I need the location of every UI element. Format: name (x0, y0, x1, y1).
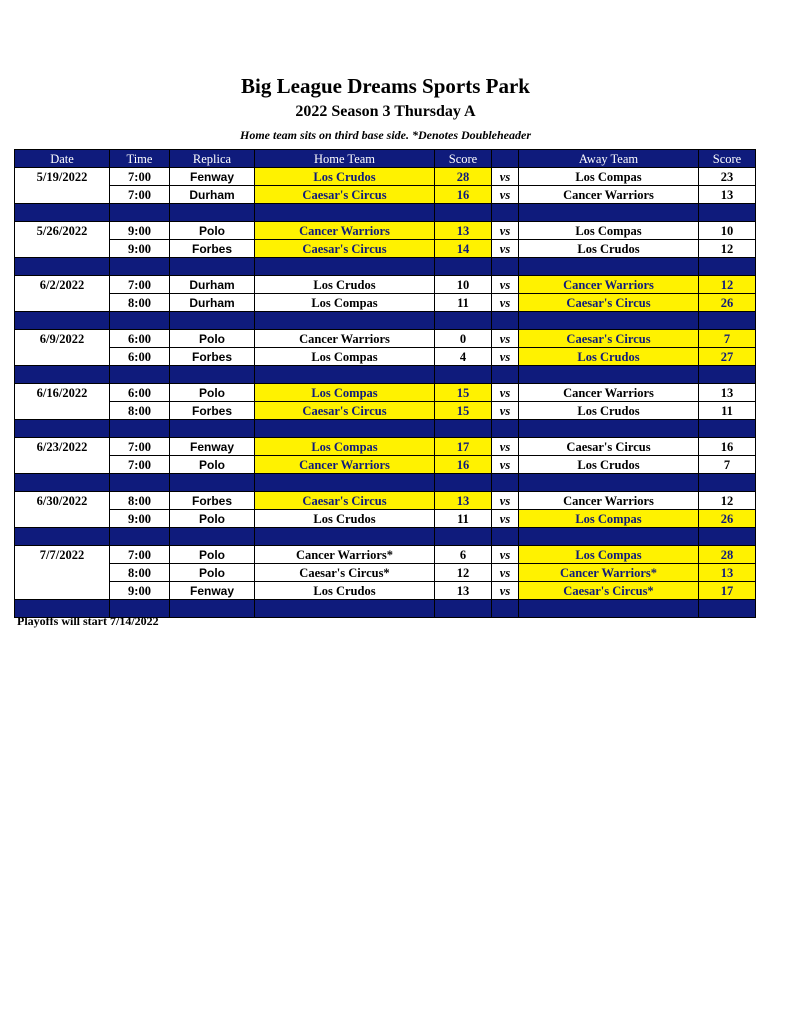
away-score-cell: 26 (699, 294, 756, 312)
home-score-cell: 11 (435, 510, 492, 528)
vs-cell: vs (492, 240, 519, 258)
date-cell (15, 294, 110, 312)
time-cell: 9:00 (110, 582, 170, 600)
date-cell: 6/9/2022 (15, 330, 110, 348)
separator-cell (492, 204, 519, 222)
date-cell (15, 564, 110, 582)
separator-cell (519, 258, 699, 276)
separator-cell (170, 528, 255, 546)
replica-cell: Durham (170, 276, 255, 294)
separator-cell (435, 474, 492, 492)
separator-cell (255, 366, 435, 384)
away-score-cell: 13 (699, 384, 756, 402)
time-cell: 8:00 (110, 492, 170, 510)
separator-cell (110, 366, 170, 384)
header-replica: Replica (170, 150, 255, 168)
header-vs (492, 150, 519, 168)
vs-cell: vs (492, 222, 519, 240)
separator-cell (699, 474, 756, 492)
home-score-cell: 4 (435, 348, 492, 366)
separator-cell (435, 258, 492, 276)
home-score-cell: 16 (435, 456, 492, 474)
away-score-cell: 13 (699, 564, 756, 582)
schedule-note: Home team sits on third base side. *Denotes Doubleheader (240, 128, 531, 142)
time-cell: 6:00 (110, 330, 170, 348)
table-row (15, 384, 756, 402)
separator-cell (170, 258, 255, 276)
vs-cell: vs (492, 402, 519, 420)
away-score-cell: 23 (699, 168, 756, 186)
replica-cell: Forbes (170, 348, 255, 366)
away-score-cell: 7 (699, 456, 756, 474)
separator-cell (699, 366, 756, 384)
date-cell (15, 456, 110, 474)
time-cell: 7:00 (110, 186, 170, 204)
vs-cell: vs (492, 168, 519, 186)
separator-cell (15, 258, 110, 276)
week-separator-row (15, 528, 756, 546)
away-team-cell: Los Crudos (519, 456, 699, 474)
table-row (15, 564, 756, 582)
header-away-score: Score (699, 150, 756, 168)
replica-cell: Forbes (170, 492, 255, 510)
separator-cell (699, 420, 756, 438)
home-team-cell: Caesar's Circus (255, 186, 435, 204)
date-cell: 7/7/2022 (15, 546, 110, 564)
replica-cell: Polo (170, 330, 255, 348)
home-team-cell: Caesar's Circus (255, 402, 435, 420)
vs-cell: vs (492, 582, 519, 600)
date-cell (15, 186, 110, 204)
replica-cell: Polo (170, 384, 255, 402)
home-score-cell: 28 (435, 168, 492, 186)
away-score-cell: 28 (699, 546, 756, 564)
away-team-cell: Cancer Warriors (519, 384, 699, 402)
separator-cell (15, 528, 110, 546)
table-row (15, 240, 756, 258)
away-score-cell: 12 (699, 276, 756, 294)
time-cell: 9:00 (110, 510, 170, 528)
week-separator-row (15, 258, 756, 276)
time-cell: 6:00 (110, 348, 170, 366)
separator-cell (492, 528, 519, 546)
date-cell (15, 510, 110, 528)
away-team-cell: Los Crudos (519, 240, 699, 258)
away-team-cell: Los Crudos (519, 402, 699, 420)
home-team-cell: Cancer Warriors (255, 222, 435, 240)
replica-cell: Polo (170, 564, 255, 582)
separator-cell (519, 474, 699, 492)
separator-cell (435, 528, 492, 546)
date-cell: 6/23/2022 (15, 438, 110, 456)
away-score-cell: 10 (699, 222, 756, 240)
table-row (15, 168, 756, 186)
away-team-cell: Los Compas (519, 546, 699, 564)
time-cell: 8:00 (110, 564, 170, 582)
table-row (15, 492, 756, 510)
time-cell: 7:00 (110, 456, 170, 474)
separator-cell (110, 312, 170, 330)
replica-cell: Polo (170, 510, 255, 528)
time-cell: 9:00 (110, 222, 170, 240)
home-team-cell: Los Compas (255, 438, 435, 456)
away-score-cell: 26 (699, 510, 756, 528)
playoffs-note: Playoffs will start 7/14/2022 (17, 614, 159, 628)
separator-cell (15, 420, 110, 438)
vs-cell: vs (492, 564, 519, 582)
table-row (15, 510, 756, 528)
vs-cell: vs (492, 348, 519, 366)
away-team-cell: Los Compas (519, 222, 699, 240)
table-header-row (15, 150, 756, 168)
separator-cell (699, 204, 756, 222)
time-cell: 7:00 (110, 276, 170, 294)
away-score-cell: 17 (699, 582, 756, 600)
separator-cell (699, 600, 756, 618)
away-score-cell: 16 (699, 438, 756, 456)
home-score-cell: 6 (435, 546, 492, 564)
separator-cell (170, 600, 255, 618)
replica-cell: Durham (170, 294, 255, 312)
separator-cell (699, 258, 756, 276)
table-row (15, 222, 756, 240)
separator-cell (699, 312, 756, 330)
table-row (15, 294, 756, 312)
time-cell: 7:00 (110, 438, 170, 456)
page-subtitle: 2022 Season 3 Thursday A (295, 103, 476, 120)
home-team-cell: Caesar's Circus* (255, 564, 435, 582)
vs-cell: vs (492, 546, 519, 564)
vs-cell: vs (492, 492, 519, 510)
separator-cell (435, 312, 492, 330)
page-title: Big League Dreams Sports Park (241, 74, 530, 98)
separator-cell (110, 474, 170, 492)
table-row (15, 276, 756, 294)
separator-cell (492, 258, 519, 276)
away-team-cell: Cancer Warriors (519, 276, 699, 294)
separator-cell (519, 366, 699, 384)
vs-cell: vs (492, 294, 519, 312)
home-team-cell: Los Crudos (255, 276, 435, 294)
away-score-cell: 12 (699, 240, 756, 258)
week-separator-row (15, 204, 756, 222)
home-score-cell: 15 (435, 384, 492, 402)
vs-cell: vs (492, 510, 519, 528)
home-team-cell: Los Compas (255, 348, 435, 366)
separator-cell (110, 420, 170, 438)
away-team-cell: Caesar's Circus (519, 438, 699, 456)
separator-cell (435, 420, 492, 438)
away-score-cell: 13 (699, 186, 756, 204)
header-away-team: Away Team (519, 150, 699, 168)
home-team-cell: Caesar's Circus (255, 492, 435, 510)
away-team-cell: Cancer Warriors* (519, 564, 699, 582)
home-score-cell: 15 (435, 402, 492, 420)
separator-cell (170, 204, 255, 222)
separator-cell (435, 366, 492, 384)
table-row (15, 330, 756, 348)
table-row (15, 348, 756, 366)
separator-cell (492, 312, 519, 330)
separator-cell (255, 204, 435, 222)
away-team-cell: Caesar's Circus (519, 330, 699, 348)
date-cell (15, 348, 110, 366)
home-team-cell: Los Compas (255, 294, 435, 312)
header-time: Time (110, 150, 170, 168)
time-cell: 7:00 (110, 168, 170, 186)
away-team-cell: Los Crudos (519, 348, 699, 366)
separator-cell (255, 420, 435, 438)
replica-cell: Polo (170, 456, 255, 474)
vs-cell: vs (492, 186, 519, 204)
replica-cell: Fenway (170, 438, 255, 456)
separator-cell (519, 420, 699, 438)
separator-cell (519, 528, 699, 546)
separator-cell (170, 420, 255, 438)
separator-cell (492, 474, 519, 492)
date-cell: 6/30/2022 (15, 492, 110, 510)
separator-cell (255, 258, 435, 276)
separator-cell (110, 528, 170, 546)
separator-cell (255, 600, 435, 618)
week-separator-row (15, 366, 756, 384)
vs-cell: vs (492, 384, 519, 402)
separator-cell (170, 366, 255, 384)
table-row (15, 456, 756, 474)
table-row (15, 546, 756, 564)
separator-cell (492, 420, 519, 438)
date-cell: 6/2/2022 (15, 276, 110, 294)
time-cell: 8:00 (110, 294, 170, 312)
date-cell (15, 402, 110, 420)
away-team-cell: Caesar's Circus* (519, 582, 699, 600)
header-home-team: Home Team (255, 150, 435, 168)
home-score-cell: 10 (435, 276, 492, 294)
home-score-cell: 0 (435, 330, 492, 348)
week-separator-row (15, 312, 756, 330)
separator-cell (255, 474, 435, 492)
home-score-cell: 16 (435, 186, 492, 204)
separator-cell (110, 204, 170, 222)
time-cell: 8:00 (110, 402, 170, 420)
separator-cell (519, 312, 699, 330)
separator-cell (170, 474, 255, 492)
header-home-score: Score (435, 150, 492, 168)
separator-cell (255, 528, 435, 546)
date-cell: 5/19/2022 (15, 168, 110, 186)
replica-cell: Fenway (170, 582, 255, 600)
separator-cell (15, 366, 110, 384)
home-team-cell: Cancer Warriors* (255, 546, 435, 564)
time-cell: 6:00 (110, 384, 170, 402)
date-cell (15, 582, 110, 600)
home-team-cell: Cancer Warriors (255, 330, 435, 348)
home-score-cell: 13 (435, 492, 492, 510)
home-score-cell: 14 (435, 240, 492, 258)
time-cell: 9:00 (110, 240, 170, 258)
week-separator-row (15, 420, 756, 438)
table-row (15, 402, 756, 420)
separator-cell (492, 366, 519, 384)
separator-cell (699, 528, 756, 546)
away-team-cell: Caesar's Circus (519, 294, 699, 312)
away-team-cell: Cancer Warriors (519, 492, 699, 510)
vs-cell: vs (492, 276, 519, 294)
away-score-cell: 27 (699, 348, 756, 366)
away-score-cell: 7 (699, 330, 756, 348)
separator-cell (435, 204, 492, 222)
home-team-cell: Los Crudos (255, 168, 435, 186)
table-row (15, 438, 756, 456)
date-cell (15, 240, 110, 258)
schedule-body (15, 168, 756, 618)
separator-cell (110, 258, 170, 276)
separator-cell (15, 312, 110, 330)
away-team-cell: Cancer Warriors (519, 186, 699, 204)
replica-cell: Forbes (170, 240, 255, 258)
date-cell: 5/26/2022 (15, 222, 110, 240)
week-separator-row (15, 474, 756, 492)
separator-cell (170, 312, 255, 330)
replica-cell: Fenway (170, 168, 255, 186)
vs-cell: vs (492, 456, 519, 474)
table-row (15, 582, 756, 600)
home-score-cell: 13 (435, 222, 492, 240)
separator-cell (15, 474, 110, 492)
date-cell: 6/16/2022 (15, 384, 110, 402)
table-row (15, 186, 756, 204)
replica-cell: Durham (170, 186, 255, 204)
home-team-cell: Los Compas (255, 384, 435, 402)
schedule-table (14, 149, 756, 618)
vs-cell: vs (492, 438, 519, 456)
separator-cell (15, 204, 110, 222)
vs-cell: vs (492, 330, 519, 348)
replica-cell: Polo (170, 546, 255, 564)
replica-cell: Polo (170, 222, 255, 240)
separator-cell (519, 204, 699, 222)
replica-cell: Forbes (170, 402, 255, 420)
home-team-cell: Cancer Warriors (255, 456, 435, 474)
separator-cell (435, 600, 492, 618)
separator-cell (492, 600, 519, 618)
time-cell: 7:00 (110, 546, 170, 564)
home-team-cell: Los Crudos (255, 582, 435, 600)
home-team-cell: Los Crudos (255, 510, 435, 528)
away-score-cell: 12 (699, 492, 756, 510)
away-score-cell: 11 (699, 402, 756, 420)
separator-cell (519, 600, 699, 618)
home-team-cell: Caesar's Circus (255, 240, 435, 258)
home-score-cell: 12 (435, 564, 492, 582)
away-team-cell: Los Compas (519, 510, 699, 528)
home-score-cell: 13 (435, 582, 492, 600)
home-score-cell: 11 (435, 294, 492, 312)
separator-cell (255, 312, 435, 330)
home-score-cell: 17 (435, 438, 492, 456)
away-team-cell: Los Compas (519, 168, 699, 186)
header-date: Date (15, 150, 110, 168)
